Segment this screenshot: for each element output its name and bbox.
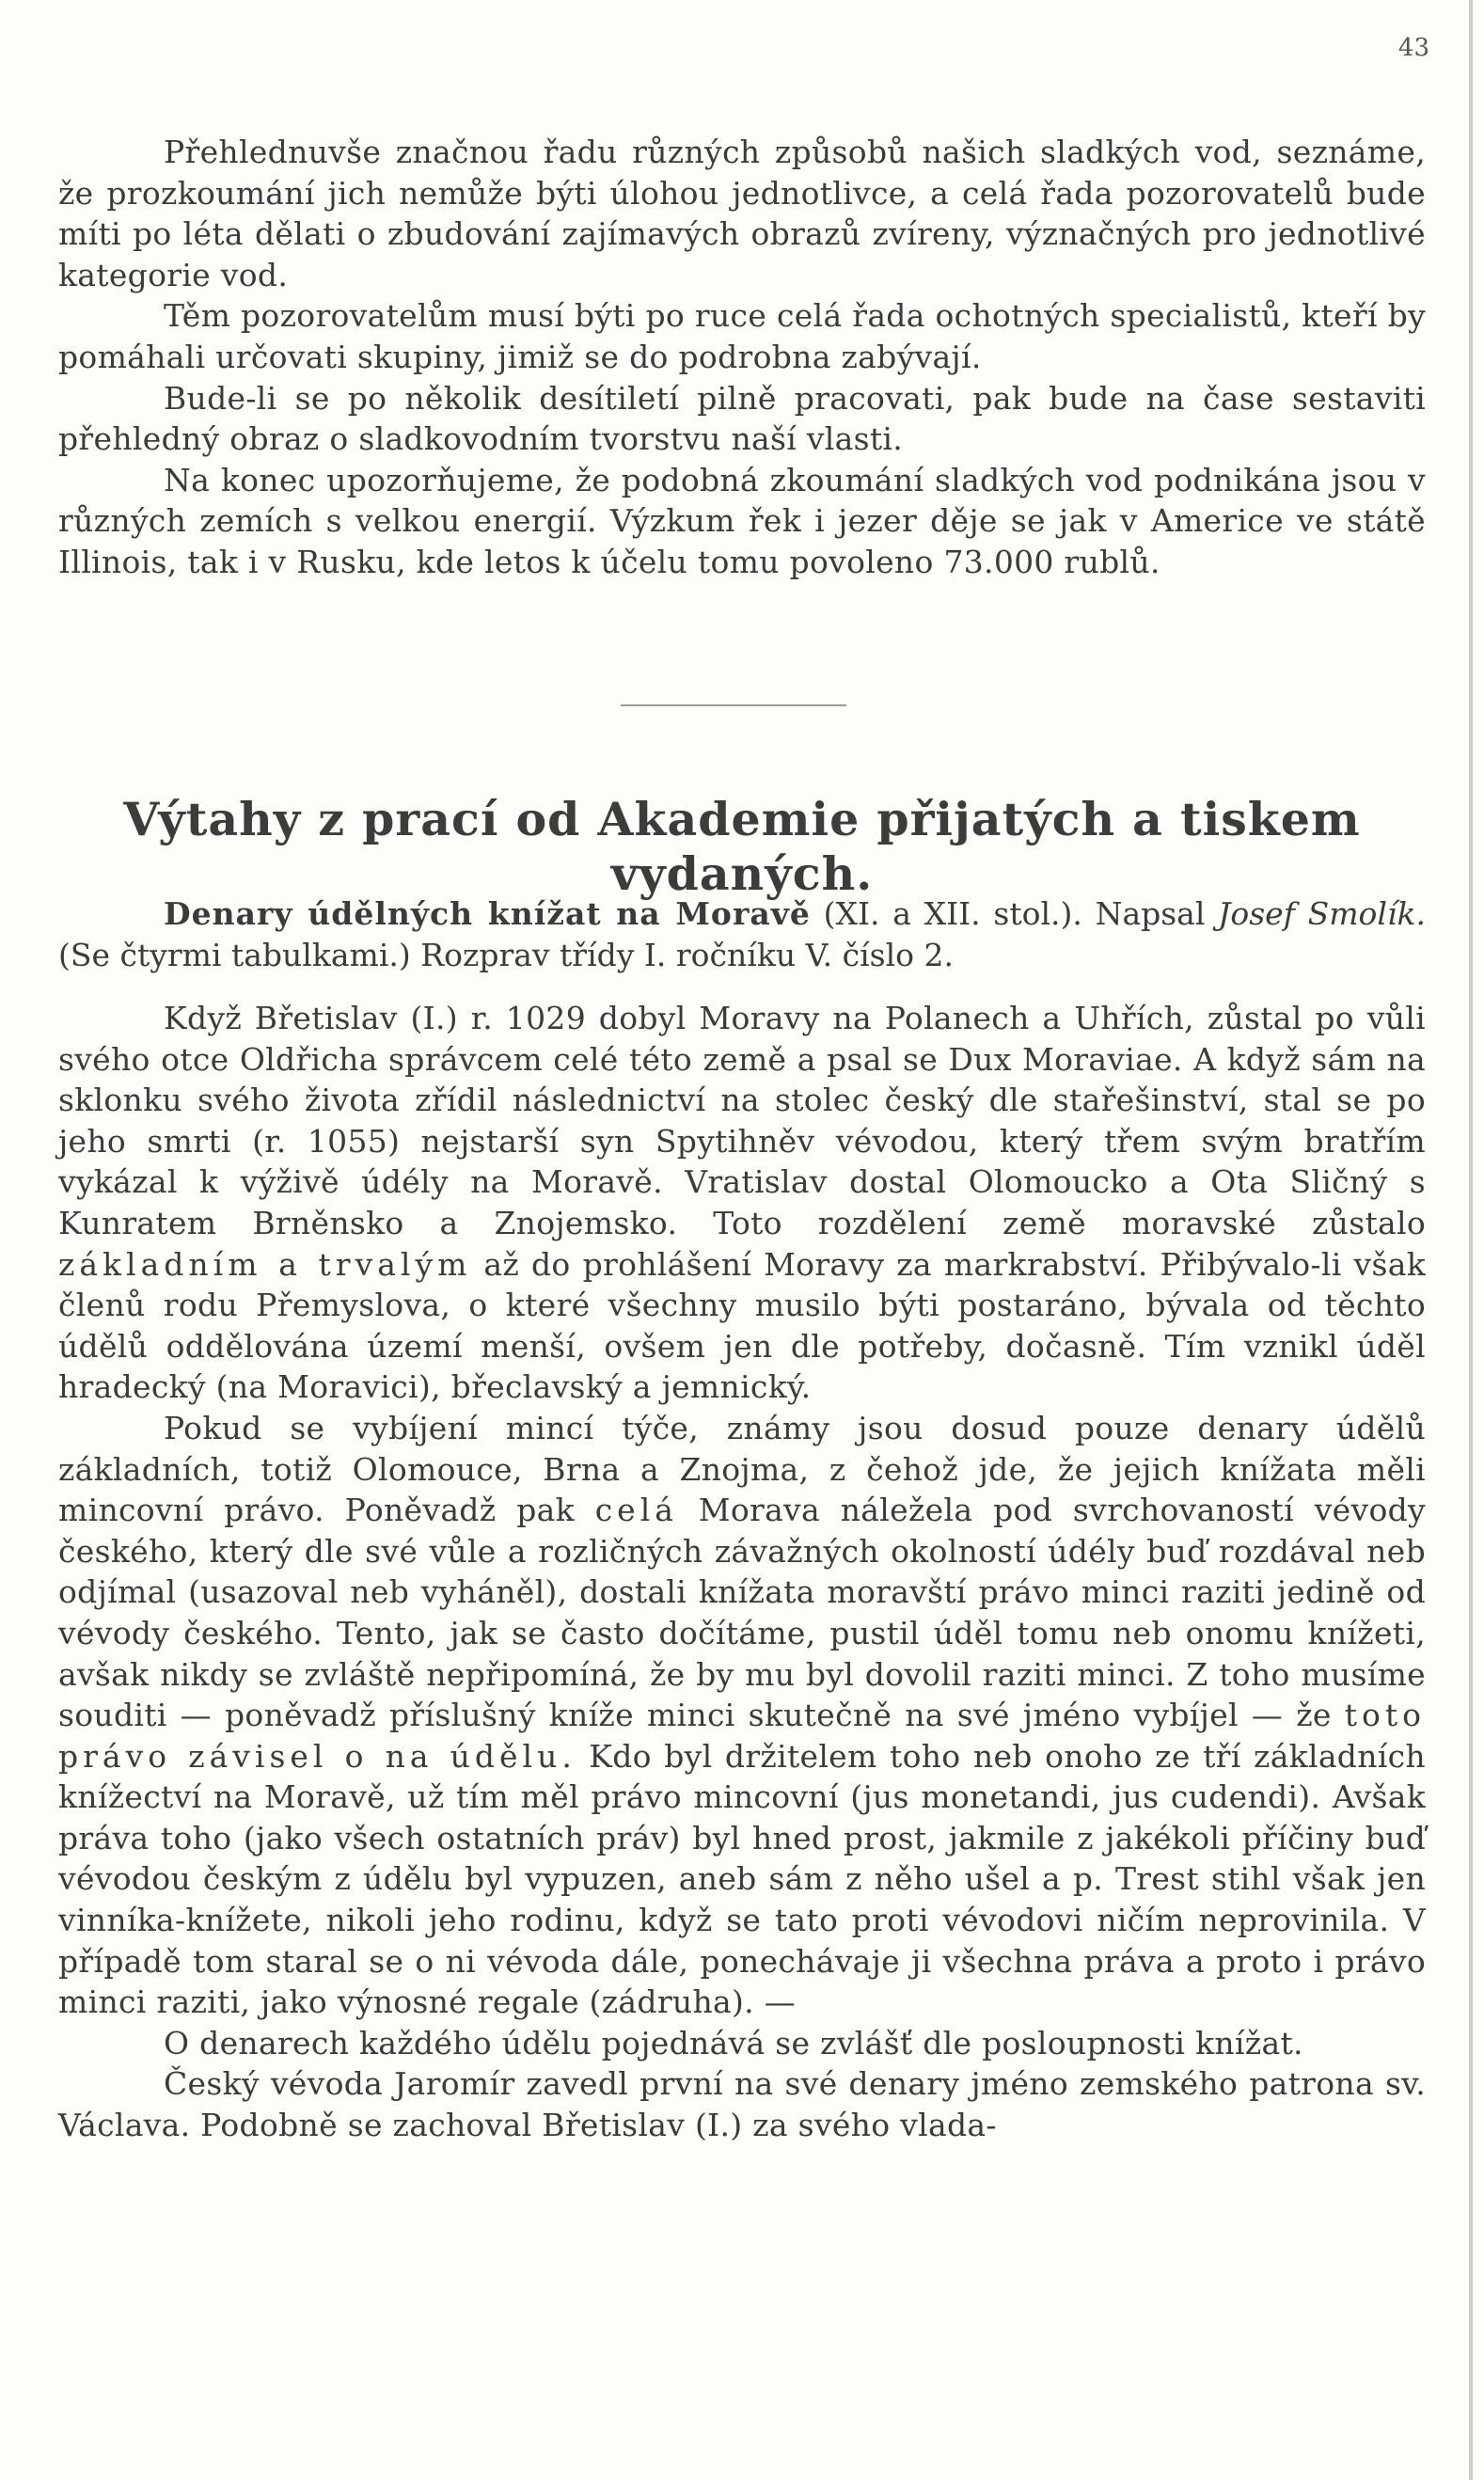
intro-text [58,132,1426,583]
article-paragraph-1 [58,998,1426,1408]
paragraph-text: Morava náležela pod svrchovaností vévody českého, který dle své vůle a rozličných závažných okolností údély buď rozdával neb odjímal (usazoval neb vyháněl), dostali knížata moravští právo minci raziti jedině od vévody českého. Tento, jak se často dočítáme, pustil úděl tomu neb onomu knížeti, avšak nikdy se zvláště nepřipomíná, že by mu byl dovolil raziti minci. Z toho musíme souditi — poněvadž příslušný kníže minci skutečně na své jméno vybíjel — že [58,1492,1426,1734]
intro-paragraph-1: Přehlednuvše značnou řadu různých způsobů našich sladkých vod, seznáme, že prozkoumání jich nemůže býti úlohou jednotlivce, a celá řada pozorovatelů bude míti po léta dělati o zbudování zajímavých obrazů zvíreny, význačných pro jednotlivé kategorie vod. [58,134,1426,293]
page-edge-rule [1469,0,1473,2480]
article-author: Josef Smolík. [1218,895,1426,932]
article-text [58,998,1426,2146]
article-paragraph-3: O denarech každého údělu pojednává se zvlášť dle posloupnosti knížat. [164,2024,1303,2061]
article-paragraph-4: Český vévoda Jaromír zavedl první na své denary jméno zemského patrona sv. Václava. Podobně se zachoval Břetislav (I.) za svého vlada- [58,2065,1426,2144]
paragraph-text: Když Břetislav (I.) r. 1029 dobyl Moravy na Polanech a Uhřích, zůstal po vůli svého otce Oldřicha správcem celé této země a psal se Dux Moraviae. A když sám na sklonku svého života zřídil následnictví na stolec český dle stařešinství, stal se po jeho smrti (r. 1055) nejstarší syn Spytihněv vévodou, který třem svým bratřím vykázal k výživě údély na Moravě. Vratislav dostal Olomoucko a Ota Sličný s Kunratem Brněnsko a Znojemsko. Toto rozdělení země moravské zůstalo [58,1000,1426,1241]
section-heading: Výtahy z prací od Akademie přijatých a tiskem vydaných. [123,792,1361,901]
article-title-suffix: (XI. a XII. stol.). Napsal [810,895,1219,932]
intro-paragraph-2: Těm pozorovatelům musí býti po ruce celá řada ochotných specialistů, kteří by pomáhali určovati skupiny, jimiž se do podrobna zabývají. [58,297,1426,375]
paragraph-text: až do prohlášení Moravy za markrabství. Přibývalo-li však členů rodu Přemyslova, o které všechny musilo býti postaráno, bývala od těchto údělů oddělována území menší, ovšem jen dle potřeby, dočasně. Tím vznikl úděl hradecký (na Moravici), břeclavský a jemnický. [58,1245,1426,1406]
emphasized-text: toto právo závisel o na údělu. [58,1697,1426,1775]
intro-paragraph-3: Bude-li se po několik desítiletí pilně pracovati, pak bude na čase sestaviti přehledný obraz o sladkovodním tvorstvu naší vlasti. [58,379,1426,458]
page-number: 43 [1397,34,1429,62]
article-paragraph-2 [58,1408,1426,2023]
emphasized-text: celá [594,1492,678,1529]
intro-paragraph-4: Na konec upozorňujeme, že podobná zkoumání sladkých vod podnikána jsou v různých zemích s velkou energií. Výzkum řek i jezer děje se jak v Americe ve státě Illinois, tak i v Rusku, kde letos k účelu tomu povoleno 73.000 rublů. [58,461,1426,580]
article-title: Denary údělných knížat na Moravě [164,895,811,932]
emphasized-text: základním a trvalým [58,1245,472,1283]
article-publication: (Se čtyrmi tabulkami.) Rozprav třídy I. ročníku V. číslo 2. [58,936,954,973]
paragraph-text: Kdo byl držitelem toho neb onoho ze tří základních knížectví na Moravě, už tím měl právo mincovní (jus monetandi, jus cudendi). Avšak práva toho (jako všech ostatních práv) byl hned prost, jakmile z jakékoli příčiny buď vévodou českým z údělu byl vypuzen, aneb sám z něho ušel a p. Trest stihl však jen vinníka-knížete, nikoli jeho rodinu, když se tato proti vévodovi ničím neprovinila. V případě tom staral se o ni vévoda dále, ponechávaje ji všechna práva a proto i právo minci raziti, jako výnosné regale (zádruha). — [58,1737,1426,2021]
section-divider [621,704,846,706]
article-header [58,893,1426,975]
paragraph-text: Pokud se vybíjení mincí týče, známy jsou dosud pouze denary údělů základních, totiž Olomouce, Brna a Znojma, z čehož jde, že jejich knížata měli mincovní právo. Poněvadž pak [58,1409,1426,1529]
